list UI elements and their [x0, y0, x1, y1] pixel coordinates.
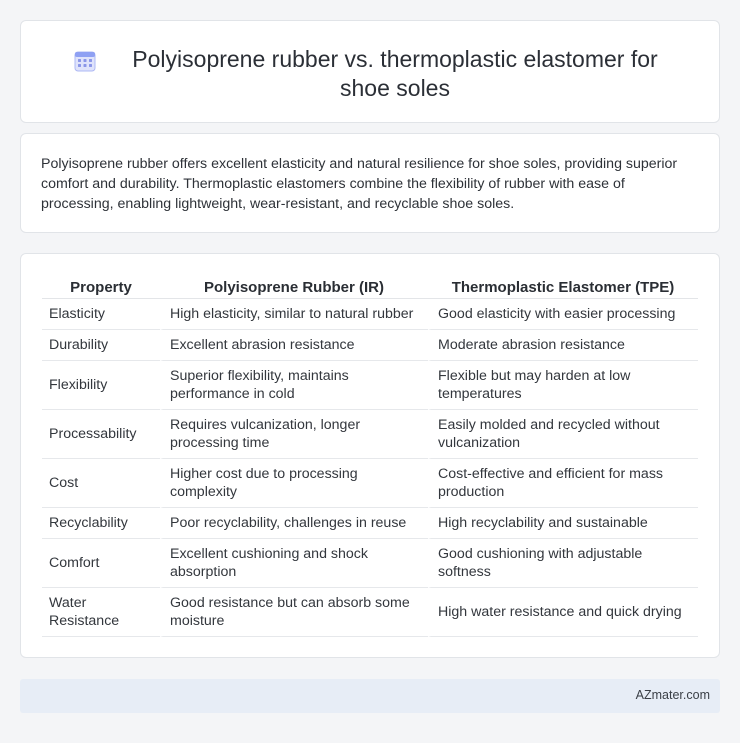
property-cell: Processability — [42, 410, 160, 459]
table-row — [42, 361, 698, 410]
property-cell: Cost — [42, 459, 160, 508]
column-header-ir: Polyisoprene Rubber (IR) — [160, 276, 428, 299]
tpe-cell: High recyclability and sustainable — [428, 508, 698, 539]
tpe-cell: Good cushioning with adjustable softness — [428, 539, 698, 588]
footer-brand: AZmater.com — [635, 688, 710, 702]
comparison-table — [42, 276, 698, 637]
table-row — [42, 588, 698, 637]
tpe-cell: Moderate abrasion resistance — [428, 330, 698, 361]
property-cell: Water Resistance — [42, 588, 160, 637]
property-cell: Durability — [42, 330, 160, 361]
summary-card — [20, 133, 720, 233]
property-cell: Elasticity — [42, 299, 160, 330]
table-row — [42, 459, 698, 508]
comparison-card — [20, 253, 720, 658]
table-row — [42, 299, 698, 330]
title-card — [20, 20, 720, 123]
property-cell: Comfort — [42, 539, 160, 588]
title-row — [21, 45, 719, 103]
table-row — [42, 508, 698, 539]
ir-cell: Excellent abrasion resistance — [160, 330, 428, 361]
tpe-cell: Good elasticity with easier processing — [428, 299, 698, 330]
summary-paragraph: Polyisoprene rubber offers excellent elasticity and natural resilience for shoe soles, providing superior comfort and durability. Thermoplastic elastomers combine the flexibility of rubber with ease of processing, enabling lightweight, wear-resistant, and recyclable shoe soles. — [41, 156, 678, 212]
ir-cell: Poor recyclability, challenges in reuse — [160, 508, 428, 539]
property-cell: Flexibility — [42, 361, 160, 410]
column-header-property: Property — [42, 276, 160, 299]
table-header-row — [42, 276, 698, 299]
table-row — [42, 410, 698, 459]
ir-cell: Superior flexibility, maintains performance in cold — [160, 361, 428, 410]
ir-cell: Excellent cushioning and shock absorption — [160, 539, 428, 588]
column-header-tpe: Thermoplastic Elastomer (TPE) — [428, 276, 698, 299]
footer-bar — [20, 679, 720, 713]
calendar-grid-icon — [74, 50, 96, 72]
tpe-cell: Easily molded and recycled without vulcanization — [428, 410, 698, 459]
ir-cell: Requires vulcanization, longer processing time — [160, 410, 428, 459]
ir-cell: Good resistance but can absorb some moisture — [160, 588, 428, 637]
ir-cell: High elasticity, similar to natural rubber — [160, 299, 428, 330]
tpe-cell: Cost-effective and efficient for mass production — [428, 459, 698, 508]
table-row — [42, 539, 698, 588]
tpe-cell: High water resistance and quick drying — [428, 588, 698, 637]
page-title: Polyisoprene rubber vs. thermoplastic elastomer for shoe soles — [132, 46, 658, 101]
table-row — [42, 330, 698, 361]
property-cell: Recyclability — [42, 508, 160, 539]
ir-cell: Higher cost due to processing complexity — [160, 459, 428, 508]
tpe-cell: Flexible but may harden at low temperatures — [428, 361, 698, 410]
